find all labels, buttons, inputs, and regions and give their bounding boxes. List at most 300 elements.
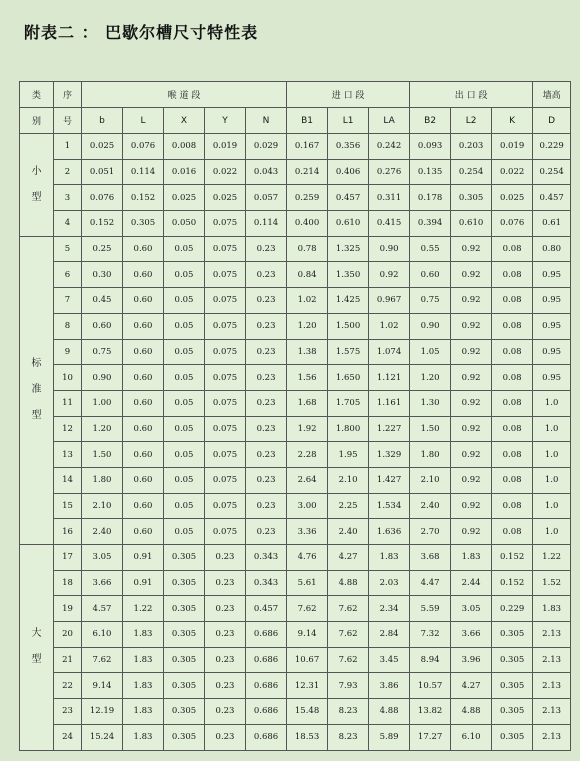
value-cell: 6.10 bbox=[451, 724, 492, 750]
value-cell: 2.10 bbox=[410, 467, 451, 493]
value-cell: 0.400 bbox=[287, 211, 328, 237]
value-cell: 0.60 bbox=[123, 416, 164, 442]
header-wall-group: 墙高 bbox=[533, 82, 571, 108]
seq-cell: 2 bbox=[54, 159, 82, 185]
value-cell: 2.25 bbox=[328, 493, 369, 519]
value-cell: 1.30 bbox=[410, 390, 451, 416]
value-cell: 0.029 bbox=[246, 134, 287, 160]
value-cell: 0.23 bbox=[246, 288, 287, 314]
value-cell: 0.356 bbox=[328, 134, 369, 160]
value-cell: 0.057 bbox=[246, 185, 287, 211]
value-cell: 5.59 bbox=[410, 596, 451, 622]
value-cell: 10.67 bbox=[287, 647, 328, 673]
value-cell: 0.92 bbox=[451, 339, 492, 365]
seq-cell: 15 bbox=[54, 493, 82, 519]
value-cell: 1.05 bbox=[410, 339, 451, 365]
value-cell: 0.60 bbox=[123, 493, 164, 519]
value-cell: 0.114 bbox=[246, 211, 287, 237]
value-cell: 1.22 bbox=[123, 596, 164, 622]
table-row bbox=[20, 262, 571, 288]
value-cell: 0.05 bbox=[164, 519, 205, 545]
category-char: 大 bbox=[31, 628, 42, 640]
column-header: K bbox=[492, 108, 533, 134]
value-cell: 1.0 bbox=[533, 493, 571, 519]
table-row bbox=[20, 339, 571, 365]
value-cell: 0.076 bbox=[82, 185, 123, 211]
value-cell: 0.076 bbox=[492, 211, 533, 237]
value-cell: 3.00 bbox=[287, 493, 328, 519]
value-cell: 3.66 bbox=[451, 622, 492, 648]
seq-cell: 19 bbox=[54, 596, 82, 622]
value-cell: 0.457 bbox=[246, 596, 287, 622]
table-row bbox=[20, 622, 571, 648]
seq-cell: 4 bbox=[54, 211, 82, 237]
seq-cell: 5 bbox=[54, 236, 82, 262]
value-cell: 0.92 bbox=[451, 262, 492, 288]
value-cell: 0.23 bbox=[246, 313, 287, 339]
header-seq-2: 号 bbox=[54, 108, 82, 134]
value-cell: 0.043 bbox=[246, 159, 287, 185]
value-cell: 0.686 bbox=[246, 699, 287, 725]
value-cell: 2.40 bbox=[410, 493, 451, 519]
value-cell: 0.30 bbox=[82, 262, 123, 288]
value-cell: 0.152 bbox=[492, 570, 533, 596]
column-header: D bbox=[533, 108, 571, 134]
value-cell: 12.19 bbox=[82, 699, 123, 725]
header-category-2: 别 bbox=[20, 108, 54, 134]
value-cell: 6.10 bbox=[82, 622, 123, 648]
value-cell: 5.89 bbox=[369, 724, 410, 750]
value-cell: 18.53 bbox=[287, 724, 328, 750]
table-row bbox=[20, 134, 571, 160]
value-cell: 0.135 bbox=[410, 159, 451, 185]
value-cell: 4.88 bbox=[328, 570, 369, 596]
header-outlet-group: 出 口 段 bbox=[410, 82, 533, 108]
seq-cell: 9 bbox=[54, 339, 82, 365]
value-cell: 0.23 bbox=[246, 339, 287, 365]
table-row bbox=[20, 416, 571, 442]
value-cell: 1.227 bbox=[369, 416, 410, 442]
value-cell: 0.91 bbox=[123, 570, 164, 596]
column-header: N bbox=[246, 108, 287, 134]
value-cell: 15.24 bbox=[82, 724, 123, 750]
value-cell: 0.90 bbox=[369, 236, 410, 262]
value-cell: 9.14 bbox=[82, 673, 123, 699]
value-cell: 0.08 bbox=[492, 442, 533, 468]
value-cell: 0.05 bbox=[164, 339, 205, 365]
header-throat-group: 喉 道 段 bbox=[82, 82, 287, 108]
value-cell: 0.23 bbox=[246, 493, 287, 519]
spec-table-container bbox=[19, 81, 570, 751]
value-cell: 0.022 bbox=[205, 159, 246, 185]
value-cell: 0.60 bbox=[123, 313, 164, 339]
value-cell: 0.55 bbox=[410, 236, 451, 262]
value-cell: 0.84 bbox=[287, 262, 328, 288]
value-cell: 0.92 bbox=[451, 519, 492, 545]
value-cell: 0.075 bbox=[205, 390, 246, 416]
value-cell: 0.05 bbox=[164, 262, 205, 288]
seq-cell: 13 bbox=[54, 442, 82, 468]
value-cell: 1.325 bbox=[328, 236, 369, 262]
value-cell: 0.75 bbox=[410, 288, 451, 314]
value-cell: 2.70 bbox=[410, 519, 451, 545]
value-cell: 0.457 bbox=[328, 185, 369, 211]
value-cell: 2.13 bbox=[533, 647, 571, 673]
value-cell: 0.92 bbox=[451, 416, 492, 442]
value-cell: 0.075 bbox=[205, 313, 246, 339]
value-cell: 0.686 bbox=[246, 622, 287, 648]
value-cell: 0.967 bbox=[369, 288, 410, 314]
value-cell: 0.95 bbox=[533, 313, 571, 339]
column-header: B2 bbox=[410, 108, 451, 134]
value-cell: 0.394 bbox=[410, 211, 451, 237]
value-cell: 0.305 bbox=[164, 724, 205, 750]
value-cell: 0.60 bbox=[123, 467, 164, 493]
value-cell: 0.08 bbox=[492, 493, 533, 519]
value-cell: 3.05 bbox=[451, 596, 492, 622]
value-cell: 0.025 bbox=[82, 134, 123, 160]
value-cell: 0.05 bbox=[164, 493, 205, 519]
value-cell: 0.075 bbox=[205, 339, 246, 365]
value-cell: 0.305 bbox=[492, 724, 533, 750]
value-cell: 4.88 bbox=[369, 699, 410, 725]
value-cell: 2.40 bbox=[328, 519, 369, 545]
value-cell: 0.019 bbox=[492, 134, 533, 160]
value-cell: 0.23 bbox=[205, 673, 246, 699]
value-cell: 0.61 bbox=[533, 211, 571, 237]
value-cell: 0.60 bbox=[123, 339, 164, 365]
value-cell: 0.305 bbox=[164, 699, 205, 725]
value-cell: 0.08 bbox=[492, 236, 533, 262]
value-cell: 8.94 bbox=[410, 647, 451, 673]
value-cell: 0.23 bbox=[246, 262, 287, 288]
value-cell: 3.45 bbox=[369, 647, 410, 673]
value-cell: 1.56 bbox=[287, 365, 328, 391]
category-cell bbox=[20, 134, 54, 237]
value-cell: 0.610 bbox=[328, 211, 369, 237]
value-cell: 9.14 bbox=[287, 622, 328, 648]
value-cell: 0.305 bbox=[164, 570, 205, 596]
value-cell: 0.050 bbox=[164, 211, 205, 237]
value-cell: 1.427 bbox=[369, 467, 410, 493]
value-cell: 0.457 bbox=[533, 185, 571, 211]
value-cell: 0.23 bbox=[205, 622, 246, 648]
value-cell: 4.27 bbox=[451, 673, 492, 699]
seq-cell: 18 bbox=[54, 570, 82, 596]
value-cell: 0.95 bbox=[533, 288, 571, 314]
value-cell: 1.83 bbox=[123, 673, 164, 699]
value-cell: 0.08 bbox=[492, 390, 533, 416]
value-cell: 1.705 bbox=[328, 390, 369, 416]
table-row bbox=[20, 596, 571, 622]
value-cell: 0.92 bbox=[451, 288, 492, 314]
value-cell: 0.075 bbox=[205, 236, 246, 262]
header-row-columns bbox=[20, 108, 571, 134]
value-cell: 2.64 bbox=[287, 467, 328, 493]
value-cell: 0.05 bbox=[164, 416, 205, 442]
value-cell: 0.075 bbox=[205, 493, 246, 519]
value-cell: 0.259 bbox=[287, 185, 328, 211]
value-cell: 0.343 bbox=[246, 570, 287, 596]
value-cell: 3.68 bbox=[410, 545, 451, 571]
value-cell: 2.84 bbox=[369, 622, 410, 648]
value-cell: 0.60 bbox=[410, 262, 451, 288]
value-cell: 4.47 bbox=[410, 570, 451, 596]
value-cell: 0.95 bbox=[533, 365, 571, 391]
table-row bbox=[20, 724, 571, 750]
value-cell: 1.92 bbox=[287, 416, 328, 442]
value-cell: 1.52 bbox=[533, 570, 571, 596]
value-cell: 0.022 bbox=[492, 159, 533, 185]
category-char: 标 bbox=[31, 358, 42, 370]
value-cell: 2.10 bbox=[328, 467, 369, 493]
value-cell: 15.48 bbox=[287, 699, 328, 725]
category-cell bbox=[20, 545, 54, 751]
value-cell: 1.650 bbox=[328, 365, 369, 391]
value-cell: 5.61 bbox=[287, 570, 328, 596]
value-cell: 2.13 bbox=[533, 673, 571, 699]
value-cell: 1.575 bbox=[328, 339, 369, 365]
seq-cell: 21 bbox=[54, 647, 82, 673]
value-cell: 0.23 bbox=[246, 519, 287, 545]
value-cell: 3.86 bbox=[369, 673, 410, 699]
value-cell: 0.60 bbox=[123, 236, 164, 262]
value-cell: 4.57 bbox=[82, 596, 123, 622]
value-cell: 1.83 bbox=[123, 647, 164, 673]
value-cell: 7.62 bbox=[82, 647, 123, 673]
category-char: 小 bbox=[31, 165, 42, 177]
table-row bbox=[20, 185, 571, 211]
table-row bbox=[20, 288, 571, 314]
value-cell: 0.05 bbox=[164, 313, 205, 339]
value-cell: 0.78 bbox=[287, 236, 328, 262]
column-header: X bbox=[164, 108, 205, 134]
value-cell: 10.57 bbox=[410, 673, 451, 699]
value-cell: 0.05 bbox=[164, 467, 205, 493]
table-row bbox=[20, 236, 571, 262]
value-cell: 0.05 bbox=[164, 442, 205, 468]
value-cell: 0.152 bbox=[123, 185, 164, 211]
seq-cell: 20 bbox=[54, 622, 82, 648]
value-cell: 2.44 bbox=[451, 570, 492, 596]
value-cell: 0.075 bbox=[205, 519, 246, 545]
seq-cell: 16 bbox=[54, 519, 82, 545]
value-cell: 0.305 bbox=[492, 699, 533, 725]
value-cell: 0.08 bbox=[492, 467, 533, 493]
value-cell: 8.23 bbox=[328, 699, 369, 725]
value-cell: 0.60 bbox=[123, 365, 164, 391]
category-char: 准 bbox=[31, 384, 42, 396]
value-cell: 0.305 bbox=[164, 622, 205, 648]
value-cell: 7.62 bbox=[287, 596, 328, 622]
value-cell: 0.23 bbox=[246, 467, 287, 493]
value-cell: 0.203 bbox=[451, 134, 492, 160]
value-cell: 1.02 bbox=[369, 313, 410, 339]
value-cell: 0.23 bbox=[246, 365, 287, 391]
value-cell: 2.13 bbox=[533, 622, 571, 648]
value-cell: 0.08 bbox=[492, 288, 533, 314]
column-header: b bbox=[82, 108, 123, 134]
column-header: Y bbox=[205, 108, 246, 134]
value-cell: 2.13 bbox=[533, 724, 571, 750]
seq-cell: 1 bbox=[54, 134, 82, 160]
value-cell: 0.92 bbox=[451, 236, 492, 262]
table-row bbox=[20, 211, 571, 237]
value-cell: 0.075 bbox=[205, 211, 246, 237]
value-cell: 7.62 bbox=[328, 647, 369, 673]
value-cell: 1.83 bbox=[123, 699, 164, 725]
parshall-flume-dimension-table bbox=[19, 81, 571, 751]
table-row bbox=[20, 570, 571, 596]
value-cell: 1.20 bbox=[82, 416, 123, 442]
value-cell: 1.329 bbox=[369, 442, 410, 468]
value-cell: 1.38 bbox=[287, 339, 328, 365]
value-cell: 1.02 bbox=[287, 288, 328, 314]
value-cell: 4.88 bbox=[451, 699, 492, 725]
value-cell: 3.36 bbox=[287, 519, 328, 545]
seq-cell: 11 bbox=[54, 390, 82, 416]
value-cell: 0.178 bbox=[410, 185, 451, 211]
value-cell: 1.534 bbox=[369, 493, 410, 519]
table-row bbox=[20, 313, 571, 339]
value-cell: 0.23 bbox=[205, 699, 246, 725]
value-cell: 0.90 bbox=[410, 313, 451, 339]
value-cell: 0.229 bbox=[492, 596, 533, 622]
value-cell: 0.08 bbox=[492, 313, 533, 339]
value-cell: 0.92 bbox=[451, 442, 492, 468]
value-cell: 1.83 bbox=[451, 545, 492, 571]
value-cell: 0.75 bbox=[82, 339, 123, 365]
table-body bbox=[20, 134, 571, 751]
value-cell: 0.60 bbox=[123, 442, 164, 468]
value-cell: 0.95 bbox=[533, 339, 571, 365]
table-row bbox=[20, 390, 571, 416]
value-cell: 2.13 bbox=[533, 699, 571, 725]
value-cell: 0.60 bbox=[123, 390, 164, 416]
value-cell: 1.80 bbox=[410, 442, 451, 468]
value-cell: 12.31 bbox=[287, 673, 328, 699]
category-char: 型 bbox=[31, 410, 42, 422]
value-cell: 1.83 bbox=[369, 545, 410, 571]
value-cell: 0.152 bbox=[492, 545, 533, 571]
value-cell: 0.229 bbox=[533, 134, 571, 160]
value-cell: 0.343 bbox=[246, 545, 287, 571]
value-cell: 1.800 bbox=[328, 416, 369, 442]
value-cell: 1.83 bbox=[123, 724, 164, 750]
value-cell: 1.68 bbox=[287, 390, 328, 416]
column-header: L1 bbox=[328, 108, 369, 134]
value-cell: 8.23 bbox=[328, 724, 369, 750]
category-cell bbox=[20, 236, 54, 544]
value-cell: 0.008 bbox=[164, 134, 205, 160]
value-cell: 2.40 bbox=[82, 519, 123, 545]
value-cell: 2.34 bbox=[369, 596, 410, 622]
value-cell: 0.305 bbox=[164, 596, 205, 622]
value-cell: 1.121 bbox=[369, 365, 410, 391]
value-cell: 0.305 bbox=[164, 647, 205, 673]
value-cell: 1.0 bbox=[533, 416, 571, 442]
table-row bbox=[20, 159, 571, 185]
value-cell: 1.20 bbox=[410, 365, 451, 391]
value-cell: 0.254 bbox=[451, 159, 492, 185]
value-cell: 1.80 bbox=[82, 467, 123, 493]
seq-cell: 23 bbox=[54, 699, 82, 725]
value-cell: 1.83 bbox=[533, 596, 571, 622]
value-cell: 0.08 bbox=[492, 519, 533, 545]
value-cell: 0.23 bbox=[205, 724, 246, 750]
value-cell: 4.27 bbox=[328, 545, 369, 571]
value-cell: 0.254 bbox=[533, 159, 571, 185]
value-cell: 0.23 bbox=[205, 647, 246, 673]
value-cell: 0.08 bbox=[492, 339, 533, 365]
value-cell: 0.076 bbox=[123, 134, 164, 160]
value-cell: 0.92 bbox=[451, 390, 492, 416]
value-cell: 0.075 bbox=[205, 365, 246, 391]
value-cell: 17.27 bbox=[410, 724, 451, 750]
value-cell: 0.686 bbox=[246, 673, 287, 699]
value-cell: 0.025 bbox=[205, 185, 246, 211]
value-cell: 0.23 bbox=[246, 390, 287, 416]
value-cell: 0.08 bbox=[492, 416, 533, 442]
value-cell: 0.60 bbox=[82, 313, 123, 339]
value-cell: 13.82 bbox=[410, 699, 451, 725]
table-row bbox=[20, 493, 571, 519]
value-cell: 3.96 bbox=[451, 647, 492, 673]
value-cell: 0.305 bbox=[492, 673, 533, 699]
value-cell: 0.23 bbox=[246, 416, 287, 442]
value-cell: 0.075 bbox=[205, 467, 246, 493]
value-cell: 0.60 bbox=[123, 519, 164, 545]
seq-cell: 14 bbox=[54, 467, 82, 493]
seq-cell: 6 bbox=[54, 262, 82, 288]
value-cell: 0.91 bbox=[123, 545, 164, 571]
value-cell: 0.60 bbox=[123, 262, 164, 288]
value-cell: 7.93 bbox=[328, 673, 369, 699]
value-cell: 1.0 bbox=[533, 442, 571, 468]
value-cell: 1.425 bbox=[328, 288, 369, 314]
value-cell: 0.305 bbox=[492, 622, 533, 648]
value-cell: 0.093 bbox=[410, 134, 451, 160]
seq-cell: 10 bbox=[54, 365, 82, 391]
value-cell: 0.686 bbox=[246, 647, 287, 673]
value-cell: 1.00 bbox=[82, 390, 123, 416]
value-cell: 0.92 bbox=[451, 313, 492, 339]
value-cell: 0.08 bbox=[492, 262, 533, 288]
table-row bbox=[20, 519, 571, 545]
value-cell: 0.23 bbox=[205, 570, 246, 596]
value-cell: 0.23 bbox=[205, 596, 246, 622]
value-cell: 0.242 bbox=[369, 134, 410, 160]
value-cell: 1.0 bbox=[533, 390, 571, 416]
seq-cell: 22 bbox=[54, 673, 82, 699]
value-cell: 0.305 bbox=[164, 545, 205, 571]
value-cell: 0.60 bbox=[123, 288, 164, 314]
value-cell: 0.075 bbox=[205, 416, 246, 442]
seq-cell: 17 bbox=[54, 545, 82, 571]
seq-cell: 8 bbox=[54, 313, 82, 339]
value-cell: 0.23 bbox=[246, 442, 287, 468]
value-cell: 0.25 bbox=[82, 236, 123, 262]
seq-cell: 12 bbox=[54, 416, 82, 442]
value-cell: 1.20 bbox=[287, 313, 328, 339]
value-cell: 0.610 bbox=[451, 211, 492, 237]
value-cell: 0.686 bbox=[246, 724, 287, 750]
value-cell: 0.08 bbox=[492, 365, 533, 391]
page-title: 附表二 ： 巴歇尔槽尺寸特性表 bbox=[24, 23, 259, 42]
value-cell: 1.350 bbox=[328, 262, 369, 288]
value-cell: 4.76 bbox=[287, 545, 328, 571]
value-cell: 0.025 bbox=[492, 185, 533, 211]
